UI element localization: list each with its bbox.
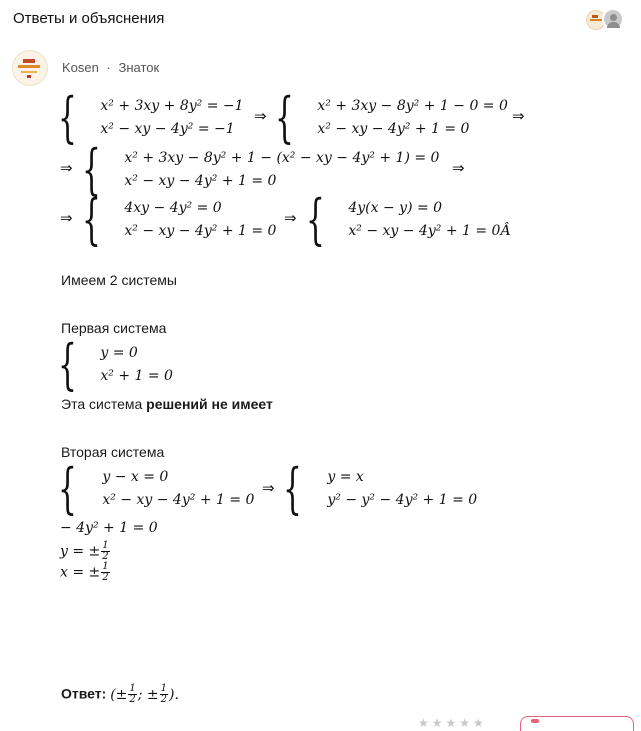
fraction-numerator: 1 xyxy=(102,540,109,551)
first-system-title: Первая система xyxy=(61,320,167,336)
equation-line: x² + 1 = 0 xyxy=(100,368,173,384)
equation-line: x² − xy − 4y² + 1 = 0 xyxy=(124,173,277,189)
author-line xyxy=(62,60,159,75)
equation-line: x² − xy − 4y² + 1 = 0 xyxy=(317,121,470,137)
fraction-denominator: 2 xyxy=(102,572,109,583)
equation-system-1a: { x² + 3xy + 8y² = −1 x² − xy − 4y² = −1 xyxy=(58,86,244,149)
thanks-button[interactable] xyxy=(520,716,634,731)
equation-line: 4xy − 4y² = 0 xyxy=(124,200,222,216)
author-avatar[interactable] xyxy=(12,50,48,86)
result-x-text: x = ± xyxy=(60,564,101,581)
result-y xyxy=(60,541,111,562)
answer-open: (± xyxy=(110,686,128,703)
equation-line: y = 0 xyxy=(100,345,138,361)
half-fraction xyxy=(128,684,136,705)
implies-arrow: ⇒ xyxy=(254,107,267,125)
half-fraction xyxy=(101,541,109,562)
equation-line: x² + 3xy + 8y² = −1 xyxy=(100,98,244,114)
half-fraction xyxy=(101,562,109,583)
equation-line: x² − xy − 4y² + 1 = 0 xyxy=(102,492,255,508)
page-title: Ответы и объяснения xyxy=(13,10,165,27)
fraction-numerator: 1 xyxy=(102,561,109,572)
answer-value xyxy=(110,683,179,705)
equation-system-3b: { 4y(x − y) = 0 x² − xy − 4y² + 1 = 0Â xyxy=(306,188,511,251)
implies-arrow: ⇒ xyxy=(284,209,297,227)
fraction-numerator: 1 xyxy=(160,683,168,694)
equation-line: x² + 3xy − 8y² + 1 − 0 = 0 xyxy=(317,98,508,114)
rating-stars-icon[interactable]: ★★★★★ xyxy=(418,716,487,730)
equation-system-1b: { x² + 3xy − 8y² + 1 − 0 = 0 x² − xy − 4y² + 1 = 0 xyxy=(275,86,508,149)
second-system-a: { y − x = 0 x² − xy − 4y² + 1 = 0 xyxy=(58,457,255,520)
equation-line: x² − xy − 4y² + 1 = 0Â xyxy=(348,223,511,239)
implies-arrow: ⇒ xyxy=(452,159,465,177)
answer-mid: ; ± xyxy=(137,686,159,703)
fraction-numerator: 1 xyxy=(129,683,136,694)
equation-line: x² − xy − 4y² + 1 = 0 xyxy=(124,223,277,239)
equation-line: y = x xyxy=(327,469,364,485)
equation-line: x² + 3xy − 8y² + 1 − (x² − xy − 4y² + 1) = 0 xyxy=(124,150,440,166)
equation-line: y − x = 0 xyxy=(102,469,169,485)
have-two-systems: Имеем 2 системы xyxy=(61,272,177,288)
fraction-denominator: 2 xyxy=(129,694,136,705)
fraction-denominator: 2 xyxy=(160,694,168,705)
author-separator: · xyxy=(106,60,111,75)
author-rank: Знаток xyxy=(118,60,160,75)
implies-arrow: ⇒ xyxy=(60,159,73,177)
equation-system-2: { x² + 3xy − 8y² + 1 − (x² − xy − 4y² + 1) = 0 x² − xy − 4y² + 1 = 0 xyxy=(82,138,440,201)
author-name[interactable]: Kosen xyxy=(62,60,99,75)
note-bold: решений не имеет xyxy=(146,396,273,412)
second-system-b: { y = x y² − y² − 4y² + 1 = 0 xyxy=(283,457,478,520)
equation-line: x² − xy − 4y² = −1 xyxy=(100,121,235,137)
implies-arrow: ⇒ xyxy=(60,209,73,227)
profile-avatar-icon[interactable] xyxy=(602,8,624,30)
implies-arrow: ⇒ xyxy=(512,107,525,125)
equation-line: y² − y² − 4y² + 1 = 0 xyxy=(327,492,478,508)
result-equation: − 4y² + 1 = 0 xyxy=(60,520,158,536)
header-avatars[interactable] xyxy=(586,8,626,30)
heart-icon xyxy=(531,719,539,723)
equation-system-3a: { 4xy − 4y² = 0 x² − xy − 4y² + 1 = 0 xyxy=(82,188,277,251)
answer-close: ). xyxy=(169,686,179,703)
first-system-note xyxy=(61,396,273,412)
result-y-text: y = ± xyxy=(60,543,101,560)
result-x xyxy=(60,562,111,583)
fraction-denominator: 2 xyxy=(102,551,109,562)
answer-label: Ответ: xyxy=(61,685,107,702)
second-system-title: Вторая система xyxy=(61,444,165,460)
equation-line: 4y(x − y) = 0 xyxy=(348,200,443,216)
answer-line xyxy=(61,684,179,705)
first-system: { y = 0 x² + 1 = 0 xyxy=(58,333,173,396)
note-plain: Эта система xyxy=(61,396,143,412)
half-fraction xyxy=(160,684,168,705)
implies-arrow: ⇒ xyxy=(262,479,275,497)
